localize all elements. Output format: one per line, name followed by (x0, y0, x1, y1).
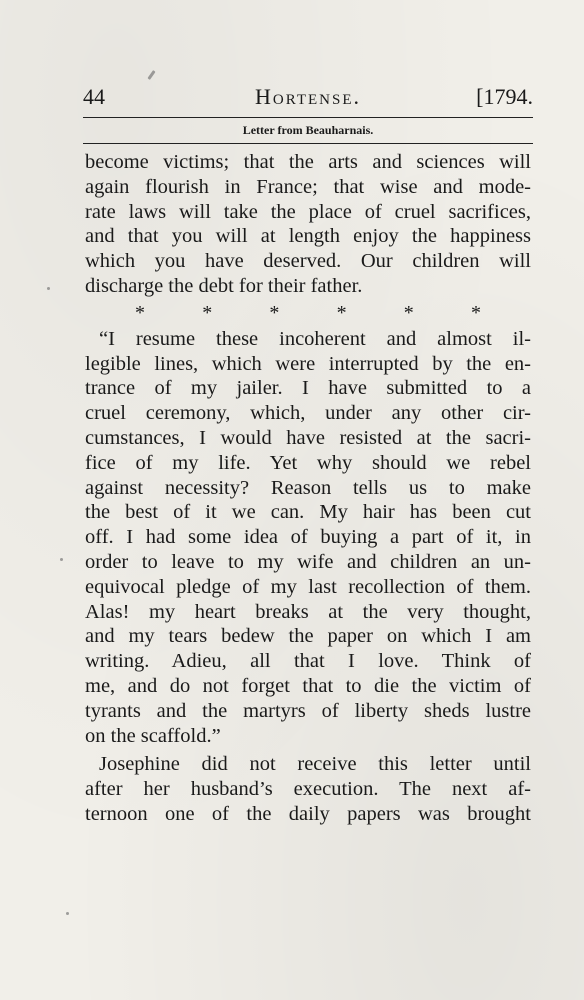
text-line: “I resume these incoherent and almost il- (99, 327, 531, 350)
text-line: order to leave to my wife and children an un- (85, 550, 531, 573)
text-line: ternoon one of the daily papers was brought (85, 802, 531, 825)
text-line: trance of my jailer. I have submitted to a (85, 377, 531, 400)
text-line: me, and do not forget that to die the victim of (85, 674, 531, 697)
text-line: again flourish in France; that wise and mode- (85, 175, 531, 198)
text-line: fice of my life. Yet why should we rebel (85, 451, 531, 474)
star: * (202, 301, 213, 324)
text-line: cruel ceremony, which, under any other cir- (85, 402, 531, 425)
text-line: become victims; that the arts and sciences will (85, 151, 531, 173)
text-line: equivocal pledge of my last recollection of them. (85, 575, 531, 598)
text-line: writing. Adieu, all that I love. Think of (85, 650, 531, 673)
text-line: after her husband’s execution. The next af- (85, 778, 531, 801)
speck (66, 912, 69, 915)
header-year: [1794. (476, 84, 533, 109)
text-line: Josephine did not receive this letter until (99, 753, 531, 776)
section-break-stars (85, 299, 531, 327)
paragraph-3 (85, 752, 531, 826)
speck (47, 287, 50, 290)
paragraph-2 (85, 327, 531, 749)
paragraph-1 (85, 150, 531, 299)
star: * (403, 301, 414, 324)
text-line: Alas! my heart breaks at the very thought, (85, 600, 531, 623)
text-line: against necessity? Reason tells us to make (85, 476, 531, 499)
text-line: the best of it we can. My hair has been cut (85, 501, 531, 524)
text-line: tyrants and the martyrs of liberty sheds lustre (85, 699, 531, 722)
header-rule-top (83, 117, 533, 118)
running-header (83, 80, 533, 114)
text-line: on the scaffold.” (85, 724, 221, 747)
star: * (470, 301, 481, 324)
ink-mark (147, 70, 155, 80)
text-line: legible lines, which were interrupted by the en- (85, 352, 531, 375)
page-number: 44 (83, 84, 105, 109)
text-line: cumstances, I would have resisted at the sacri- (85, 426, 531, 449)
text-line: discharge the debt for their father. (85, 274, 363, 297)
text-line: which you have deserved. Our children will (85, 250, 531, 273)
star: * (336, 301, 347, 324)
star: * (269, 301, 280, 324)
text-line: rate laws will take the place of cruel sacrifices, (85, 200, 531, 223)
text-line: and that you will at length enjoy the happiness (85, 225, 531, 248)
header-rule-bottom (83, 143, 533, 144)
body-text (85, 150, 531, 827)
text-line: and my tears bedew the paper on which I am (85, 625, 531, 648)
star: * (135, 301, 145, 324)
running-title: Hortense. (255, 84, 361, 109)
speck (60, 558, 63, 561)
section-subtitle: Letter from Beauharnais. (242, 123, 374, 137)
text-line: off. I had some idea of buying a part of it, in (85, 526, 531, 549)
